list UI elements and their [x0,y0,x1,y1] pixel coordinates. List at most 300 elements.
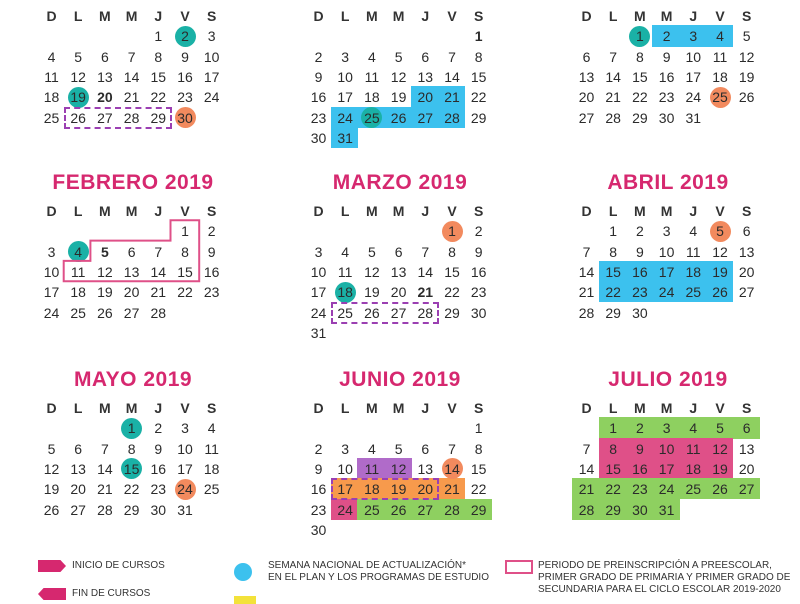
day-cell: 19 [97,284,113,301]
day-cell: 21 [123,89,140,106]
day-cell: 25 [364,501,380,518]
day-cell: 2 [662,28,671,45]
weekday-header: D [46,400,57,416]
day-cell: 5 [742,28,751,45]
day-cell: 6 [421,48,430,65]
day-cell: 28 [123,109,140,126]
day-cell: 1 [154,28,163,45]
weekday-header: J [421,203,430,219]
weekday-header: L [340,8,350,24]
weekday-header: L [608,203,618,219]
day-cell: 22 [123,481,140,498]
month-title: MARZO 2019 [332,171,468,194]
weekday-header: M [366,8,378,24]
day-cell: 24 [658,284,675,301]
weekday-header: M [99,8,111,24]
day-cell: 28 [605,109,621,126]
day-cell: 14 [123,68,140,85]
weekday-header: S [474,400,484,416]
weekday-header: V [180,8,190,24]
day-cell: 27 [417,109,434,126]
day-cell: 3 [207,28,216,45]
day-cell: 7 [582,243,591,260]
day-cell: 31 [310,324,327,341]
day-cell: 7 [154,243,163,260]
weekday-header: V [447,8,457,24]
day-cell: 29 [632,109,648,126]
day-cell: 15 [118,459,145,479]
weekday-header: L [73,8,83,24]
day-cell: 14 [417,263,434,280]
day-cell: 1 [474,28,483,45]
day-cell: 3 [47,243,56,260]
day-cell: 15 [470,460,487,477]
day-cell: 8 [181,243,189,260]
day-cell: 1 [181,223,189,240]
day-cell: 6 [742,223,751,240]
day-cell: 10 [203,48,220,65]
day-cell: 20 [417,89,434,106]
day-cell: 26 [712,284,728,301]
day-cell: 8 [127,440,136,457]
day-cell: 23 [310,501,327,518]
day-cell: 15 [444,263,460,280]
day-cell: 12 [390,68,407,85]
weekday-header: J [154,400,163,416]
weekday-header: L [340,400,350,416]
weekday-header: M [392,8,405,24]
weekday-header: L [73,400,83,416]
day-cell: 29 [150,109,167,126]
day-cell: 19 [390,481,407,498]
yellow-marker-icon [234,596,256,604]
day-cell: 17 [658,460,675,477]
day-cell: 22 [470,89,487,106]
day-cell: 13 [123,263,140,280]
day-cell: 15 [150,68,167,85]
legend-semana-line2: EN EL PLAN Y LOS PROGRAMAS DE ESTUDIO [268,572,489,583]
dashed-period-outline [331,478,440,500]
day-cell: 13 [97,68,113,85]
day-cell: 16 [203,263,220,280]
weekday-header: V [180,400,190,416]
weekday-header: J [154,8,163,24]
weekday-header: M [99,400,111,416]
weekday-header: S [207,203,217,219]
day-cell: 15 [177,263,193,280]
weekday-header: M [660,203,673,219]
day-cell: 3 [341,440,350,457]
day-cell: 22 [632,89,648,106]
day-cell: 11 [364,68,380,85]
day-cell: 4 [65,242,92,262]
day-cell: 30 [632,304,648,321]
periodo-outline-icon [505,560,533,574]
day-cell: 25 [203,481,220,498]
day-cell: 1 [626,26,653,46]
day-cell: 11 [686,440,701,457]
day-cell: 10 [337,460,353,477]
day-cell: 2 [207,223,216,240]
day-cell: 17 [658,263,675,280]
day-cell: 4 [367,48,376,65]
day-cell: 25 [685,481,702,498]
day-cell: 28 [444,109,460,126]
day-cell: 21 [605,89,621,106]
day-cell: 8 [609,440,618,457]
day-cell: 3 [689,28,698,45]
day-cell: 10 [658,440,675,457]
day-cell: 8 [474,440,483,457]
day-cell: 22 [150,89,167,106]
day-cell: 25 [337,304,353,321]
day-cell: 6 [394,243,403,260]
day-cell: 19 [712,460,728,477]
month-title: ABRIL 2019 [607,171,729,194]
day-cell: 27 [97,109,113,126]
weekday-header: M [660,8,673,24]
day-cell: 22 [470,481,487,498]
day-cell: 24 [310,304,327,321]
day-cell: 30 [470,304,487,321]
weekday-header: V [447,203,457,219]
day-cell: 4 [47,48,56,65]
day-cell: 6 [100,48,109,65]
day-cell: 15 [605,263,621,280]
day-cell: 1 [474,420,483,437]
day-cell: 21 [97,481,113,498]
day-cell: 24 [203,89,220,106]
day-cell: 6 [127,243,136,260]
day-cell: 3 [662,420,671,437]
weekday-header: D [313,203,324,219]
day-cell: 29 [470,109,487,126]
day-cell: 22 [444,284,460,301]
day-cell: 21 [444,89,460,106]
day-cell: 26 [390,109,407,126]
day-cell: 19 [390,89,407,106]
day-cell: 11 [364,460,380,477]
day-cell: 5 [394,440,403,457]
weekday-header: J [154,203,163,219]
day-cell: 29 [605,304,621,321]
day-cell: 4 [341,243,350,260]
day-cell: 22 [177,284,193,301]
day-cell: 5 [707,221,734,241]
day-cell: 11 [712,48,728,65]
weekday-header: M [366,203,378,219]
day-cell: 13 [417,460,434,477]
day-cell: 27 [738,481,755,498]
day-cell: 24 [172,479,199,499]
legend-semana-line1: SEMANA NACIONAL DE ACTUALIZACIÓN* [268,560,467,571]
day-cell: 17 [43,284,60,301]
day-cell: 7 [448,48,456,65]
day-cell: 4 [689,223,698,240]
day-cell: 27 [417,501,434,518]
weekday-header: S [742,8,752,24]
day-cell: 23 [632,481,648,498]
day-cell: 21 [444,481,460,498]
day-cell: 26 [712,481,728,498]
day-cell: 28 [417,304,434,321]
day-cell: 9 [474,243,483,260]
weekday-header: J [421,8,430,24]
day-cell: 29 [123,501,140,518]
day-cell: 3 [314,243,323,260]
day-cell: 3 [181,420,189,437]
day-cell: 10 [658,243,675,260]
day-cell: 18 [364,481,380,498]
weekday-header: M [392,203,405,219]
day-cell: 12 [738,48,755,65]
weekday-header: M [125,400,138,416]
day-cell: 3 [341,48,350,65]
day-cell: 23 [150,481,167,498]
day-cell: 6 [421,440,430,457]
day-cell: 7 [421,243,430,260]
day-cell: 18 [70,284,86,301]
weekday-header: D [581,8,592,24]
day-cell: 15 [632,68,648,85]
day-cell: 31 [337,129,353,146]
day-cell: 24 [337,109,353,126]
day-cell: 5 [100,243,109,260]
day-cell: 20 [123,284,140,301]
day-cell: 30 [310,521,327,538]
weekday-header: V [715,203,725,219]
legend-fin-label: FIN DE CURSOS [72,588,151,599]
weekday-header: S [474,203,484,219]
day-cell: 17 [203,68,220,85]
day-cell: 2 [154,420,163,437]
day-cell: 19 [43,481,60,498]
weekday-header: S [742,203,752,219]
legend-periodo-line1: PERIODO DE PREINSCRIPCIÓN A PREESCOLAR, [538,560,772,571]
weekday-header: D [313,400,324,416]
weekday-header: V [180,203,190,219]
day-cell: 20 [738,263,755,280]
day-cell: 9 [181,48,189,65]
day-cell: 10 [337,68,353,85]
day-cell: 2 [474,223,483,240]
day-cell: 29 [470,501,487,518]
day-cell: 20 [738,460,755,477]
day-cell: 12 [712,440,728,457]
inicio-cursos-arrow-icon [38,560,66,572]
weekday-header: V [447,400,457,416]
day-cell: 17 [177,460,193,477]
weekday-header: M [634,400,646,416]
weekday-header: S [474,8,484,24]
day-cell: 13 [417,68,434,85]
day-cell: 2 [635,420,644,437]
day-cell: 22 [605,284,621,301]
legend-periodo-line2: PRIMER GRADO DE PRIMARIA Y PRIMER GRADO DE [538,572,791,583]
day-cell: 11 [686,243,701,260]
day-cell: 4 [689,420,698,437]
month-title: FEBRERO 2019 [52,171,214,194]
day-cell: 14 [444,68,460,85]
day-cell: 25 [43,109,60,126]
day-cell: 2 [635,223,644,240]
day-cell: 9 [662,48,671,65]
day-cell: 20 [390,284,407,301]
day-cell: 18 [332,282,359,302]
day-cell: 8 [635,48,644,65]
day-cell: 20 [578,89,595,106]
day-cell: 19 [364,284,380,301]
day-cell: 12 [43,460,60,477]
weekday-header: J [421,400,430,416]
day-cell: 11 [44,68,59,85]
day-cell: 16 [177,68,193,85]
day-cell: 16 [632,263,648,280]
day-cell: 11 [337,263,353,280]
day-cell: 24 [658,481,675,498]
day-cell: 25 [70,304,86,321]
day-cell: 23 [203,284,220,301]
weekday-header: M [634,203,646,219]
day-cell: 6 [74,440,83,457]
weekday-header: D [46,203,57,219]
day-cell: 27 [578,109,595,126]
day-cell: 16 [150,460,167,477]
day-cell: 9 [635,243,644,260]
day-cell: 17 [337,481,353,498]
day-cell: 14 [150,263,167,280]
day-cell: 28 [97,501,113,518]
day-cell: 10 [310,263,327,280]
legend-inicio-label: INICIO DE CURSOS [72,560,165,571]
month-title: JULIO 2019 [608,368,728,391]
day-cell: 4 [716,28,724,45]
day-cell: 8 [474,48,483,65]
day-cell: 8 [154,48,163,65]
day-cell: 7 [609,48,618,65]
day-cell: 5 [394,48,403,65]
day-cell: 28 [578,501,595,518]
day-cell: 9 [635,440,644,457]
day-cell: 17 [337,89,353,106]
day-cell: 30 [632,501,648,518]
weekday-header: S [207,400,217,416]
day-cell: 12 [712,243,728,260]
day-cell: 23 [470,284,487,301]
preinscripcion-outline [38,201,238,321]
weekday-header: M [634,8,646,24]
day-cell: 2 [172,26,199,46]
weekday-header: J [689,8,698,24]
weekday-header: D [46,8,57,24]
day-cell: 27 [70,501,86,518]
day-cell: 10 [685,48,702,65]
day-cell: 14 [439,459,466,479]
day-cell: 16 [658,68,675,85]
month-title: MAYO 2019 [73,368,193,391]
day-cell: 20 [97,89,113,106]
day-cell: 29 [605,501,621,518]
weekday-header: D [581,400,592,416]
day-cell: 18 [364,89,380,106]
day-cell: 20 [417,481,434,498]
day-cell: 12 [97,263,113,280]
weekday-header: M [99,203,111,219]
day-cell: 26 [364,304,380,321]
day-cell: 15 [605,460,621,477]
day-cell: 28 [444,501,460,518]
day-cell: 6 [582,48,591,65]
weekday-header: L [340,203,350,219]
day-cell: 31 [658,501,675,518]
day-cell: 10 [177,440,193,457]
day-cell: 4 [207,420,216,437]
day-cell: 13 [738,243,755,260]
day-cell: 27 [390,304,407,321]
day-cell: 23 [310,109,327,126]
day-cell: 26 [97,304,113,321]
day-cell: 10 [43,263,60,280]
day-cell: 14 [97,460,113,477]
day-cell: 25 [685,284,702,301]
day-cell: 28 [150,304,167,321]
day-cell: 21 [417,284,434,301]
day-cell: 1 [439,221,466,241]
day-cell: 18 [43,89,60,106]
day-cell: 31 [177,501,193,518]
legend-periodo-line3: SECUNDARIA PARA EL CICLO ESCOLAR 2019-2020 [538,584,781,595]
day-cell: 26 [43,501,60,518]
day-cell: 13 [738,440,755,457]
weekday-header: M [366,400,378,416]
semana-nacional-dot-icon [234,563,252,581]
day-cell: 16 [310,89,327,106]
day-cell: 24 [337,501,353,518]
day-cell: 22 [605,481,621,498]
day-cell: 23 [658,89,675,106]
weekday-header: J [689,400,698,416]
day-cell: 15 [470,68,487,85]
dashed-period-outline [64,107,173,129]
weekday-header: M [125,203,138,219]
day-cell: 29 [444,304,460,321]
day-cell: 16 [470,263,487,280]
day-cell: 7 [100,440,109,457]
day-cell: 1 [609,223,618,240]
day-cell: 1 [609,420,618,437]
day-cell: 7 [448,440,456,457]
day-cell: 9 [154,440,163,457]
weekday-header: M [392,400,405,416]
day-cell: 9 [314,68,323,85]
day-cell: 18 [685,263,702,280]
day-cell: 18 [712,68,728,85]
day-cell: 12 [364,263,380,280]
day-cell: 27 [738,284,755,301]
day-cell: 7 [127,48,136,65]
day-cell: 26 [390,501,407,518]
weekday-header: D [581,203,592,219]
day-cell: 5 [367,243,376,260]
day-cell: 23 [177,89,193,106]
weekday-header: L [608,400,618,416]
day-cell: 3 [662,223,671,240]
weekday-header: S [742,400,752,416]
day-cell: 12 [70,68,86,85]
day-cell: 26 [738,89,755,106]
day-cell: 24 [43,304,60,321]
weekday-header: V [715,400,725,416]
